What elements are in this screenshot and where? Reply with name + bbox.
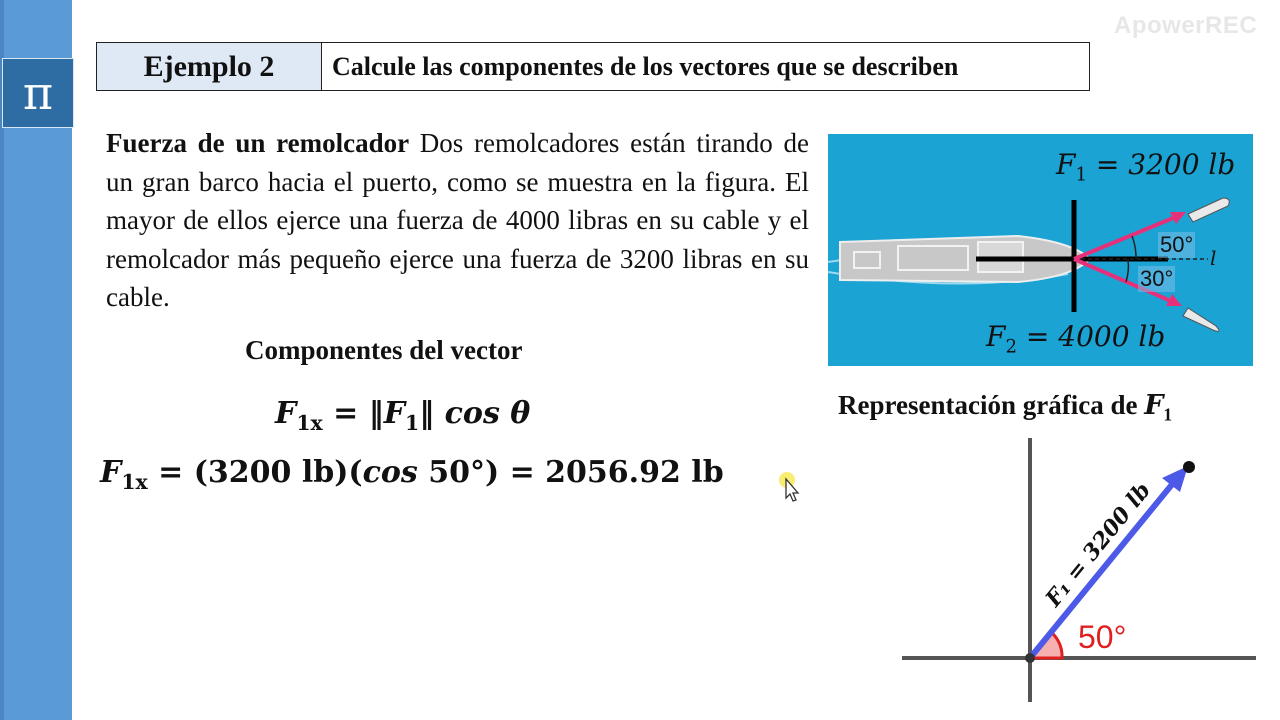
problem-lead: Fuerza de un remolcador bbox=[106, 128, 410, 158]
pi-icon bbox=[2, 58, 74, 128]
watermark: ApowerREC bbox=[1114, 12, 1258, 39]
tugboat-large-icon bbox=[1183, 308, 1219, 331]
eq1-equals: = ‖ bbox=[322, 396, 384, 431]
vector-tip-point bbox=[1183, 461, 1195, 473]
vector-label: F₁ = 3200 lb bbox=[1040, 477, 1157, 612]
eq2-tail: 50°) = 2056.92 lb bbox=[417, 455, 724, 490]
eq1-norm-sub: 1 bbox=[405, 411, 420, 435]
eq1-norm: F bbox=[383, 396, 406, 431]
problem-statement bbox=[106, 124, 809, 317]
example-header bbox=[96, 42, 1090, 91]
eq2-lhs-sub: 1x bbox=[121, 470, 148, 494]
sidebar bbox=[0, 0, 72, 720]
pi-glyph: π bbox=[22, 66, 54, 120]
graph-title-sub: 1 bbox=[1163, 404, 1173, 425]
f1-label: $F_1 = 3200$ lb bbox=[1056, 148, 1236, 186]
eq2-rest: = (3200 lb)( bbox=[147, 455, 363, 490]
graph-title bbox=[838, 390, 1172, 425]
example-title: Calcule las componentes de los vectores que se describen bbox=[332, 51, 959, 81]
origin-point bbox=[1025, 653, 1035, 663]
f2-label: $F_2 = 4000$ lb bbox=[986, 320, 1166, 358]
problem-text: Dos remolcadores están tirando de un gran barco hacia el puerto, como se muestra en la figura. El mayor de ellos ejerce una fuerza de 4000 libras en su cable y el remolcador más pequeño ejerce una fuerza de 3200 libras en su cable. bbox=[106, 128, 809, 312]
eq1-lhs: F bbox=[275, 396, 297, 431]
example-label: Ejemplo 2 bbox=[97, 43, 322, 90]
eq1-rhs: ‖ cos θ bbox=[419, 396, 531, 431]
eq1-lhs-sub: 1x bbox=[296, 411, 323, 435]
graph-angle-label: 50° bbox=[1078, 619, 1127, 655]
eq2-lhs: F bbox=[100, 455, 122, 490]
graph-title-text: Representación gráfica de bbox=[838, 390, 1145, 420]
vector-graph bbox=[896, 436, 1260, 706]
equation-formula bbox=[275, 396, 530, 435]
mouse-cursor-icon bbox=[777, 470, 803, 504]
equation-result bbox=[100, 455, 724, 494]
graph-title-var: F bbox=[1144, 390, 1164, 421]
line-l-label: l bbox=[1210, 246, 1217, 270]
eq2-cos: cos bbox=[362, 455, 418, 490]
tugboat-figure bbox=[828, 134, 1253, 366]
section-title: Componentes del vector bbox=[245, 335, 523, 365]
tugboat-small-icon bbox=[1188, 198, 1229, 222]
angle-30-label: 30° bbox=[1140, 266, 1174, 291]
angle-50-label: 50° bbox=[1160, 232, 1194, 257]
